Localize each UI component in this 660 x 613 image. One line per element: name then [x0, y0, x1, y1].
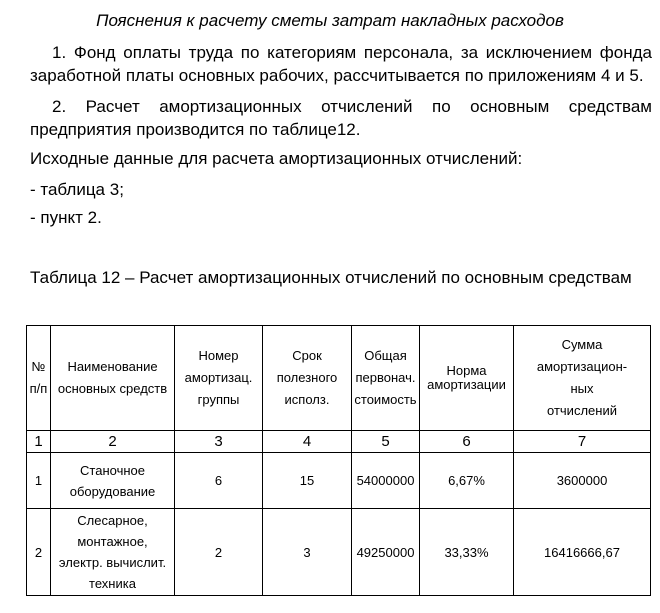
paragraph-2-text: 2. Расчет амортизационных отчислений по основным средствам предприятия производится по таблице12.: [30, 97, 652, 139]
table-cell: 33,33%: [420, 509, 514, 596]
depreciation-table: [26, 325, 651, 596]
header-initial-cost: Общая первонач. стоимость: [352, 326, 420, 431]
header-useful-life: Срок полезного исполз.: [263, 326, 352, 431]
column-number-row: [27, 431, 651, 453]
header-depreciation-group: Номер амортизац. группы: [175, 326, 263, 431]
paragraph-1: [30, 41, 652, 87]
column-number: 3: [175, 431, 263, 453]
table-cell: 15: [263, 453, 352, 509]
table-cell: 6: [175, 453, 263, 509]
section-heading: Пояснения к расчету сметы затрат накладных расходов: [96, 11, 564, 30]
paragraph-1-text: 1. Фонд оплаты труда по категориям персонала, за исключением фонда заработной платы основных рабочих, рассчитывается по приложениям 4 и 5.: [30, 43, 652, 85]
table-cell: 1: [27, 453, 51, 509]
table-row: [27, 453, 651, 509]
table-header-row: [27, 326, 651, 431]
table-cell: 49250000: [352, 509, 420, 596]
table-cell: 2: [27, 509, 51, 596]
paragraph-2: [30, 95, 652, 141]
table-row: [27, 509, 651, 596]
table-cell: Слесарное, монтажное, электр. вычислит. техника: [51, 509, 175, 596]
table-cell: 6,67%: [420, 453, 514, 509]
header-depreciation-rate: Норма амортизации: [420, 326, 514, 431]
table-cell: 3: [263, 509, 352, 596]
header-depreciation-sum: Сумма амортизацион- ных отчислений: [514, 326, 651, 431]
table-caption: Таблица 12 – Расчет амортизационных отчислений по основным средствам: [30, 268, 632, 287]
source-item-table-3: - таблица 3;: [30, 180, 124, 199]
column-number: 5: [352, 431, 420, 453]
column-number: 4: [263, 431, 352, 453]
table-cell: 2: [175, 509, 263, 596]
table-cell: 16416666,67: [514, 509, 651, 596]
source-intro: Исходные данные для расчета амортизационных отчислений:: [30, 149, 523, 168]
column-number: 1: [27, 431, 51, 453]
table-cell: Станочное оборудование: [51, 453, 175, 509]
column-number: 6: [420, 431, 514, 453]
table-cell: 3600000: [514, 453, 651, 509]
column-number: 7: [514, 431, 651, 453]
table-cell: 54000000: [352, 453, 420, 509]
column-number: 2: [51, 431, 175, 453]
header-number: № п/п: [27, 326, 51, 431]
source-item-point-2: - пункт 2.: [30, 208, 102, 227]
header-asset-name: Наименование основных средств: [51, 326, 175, 431]
